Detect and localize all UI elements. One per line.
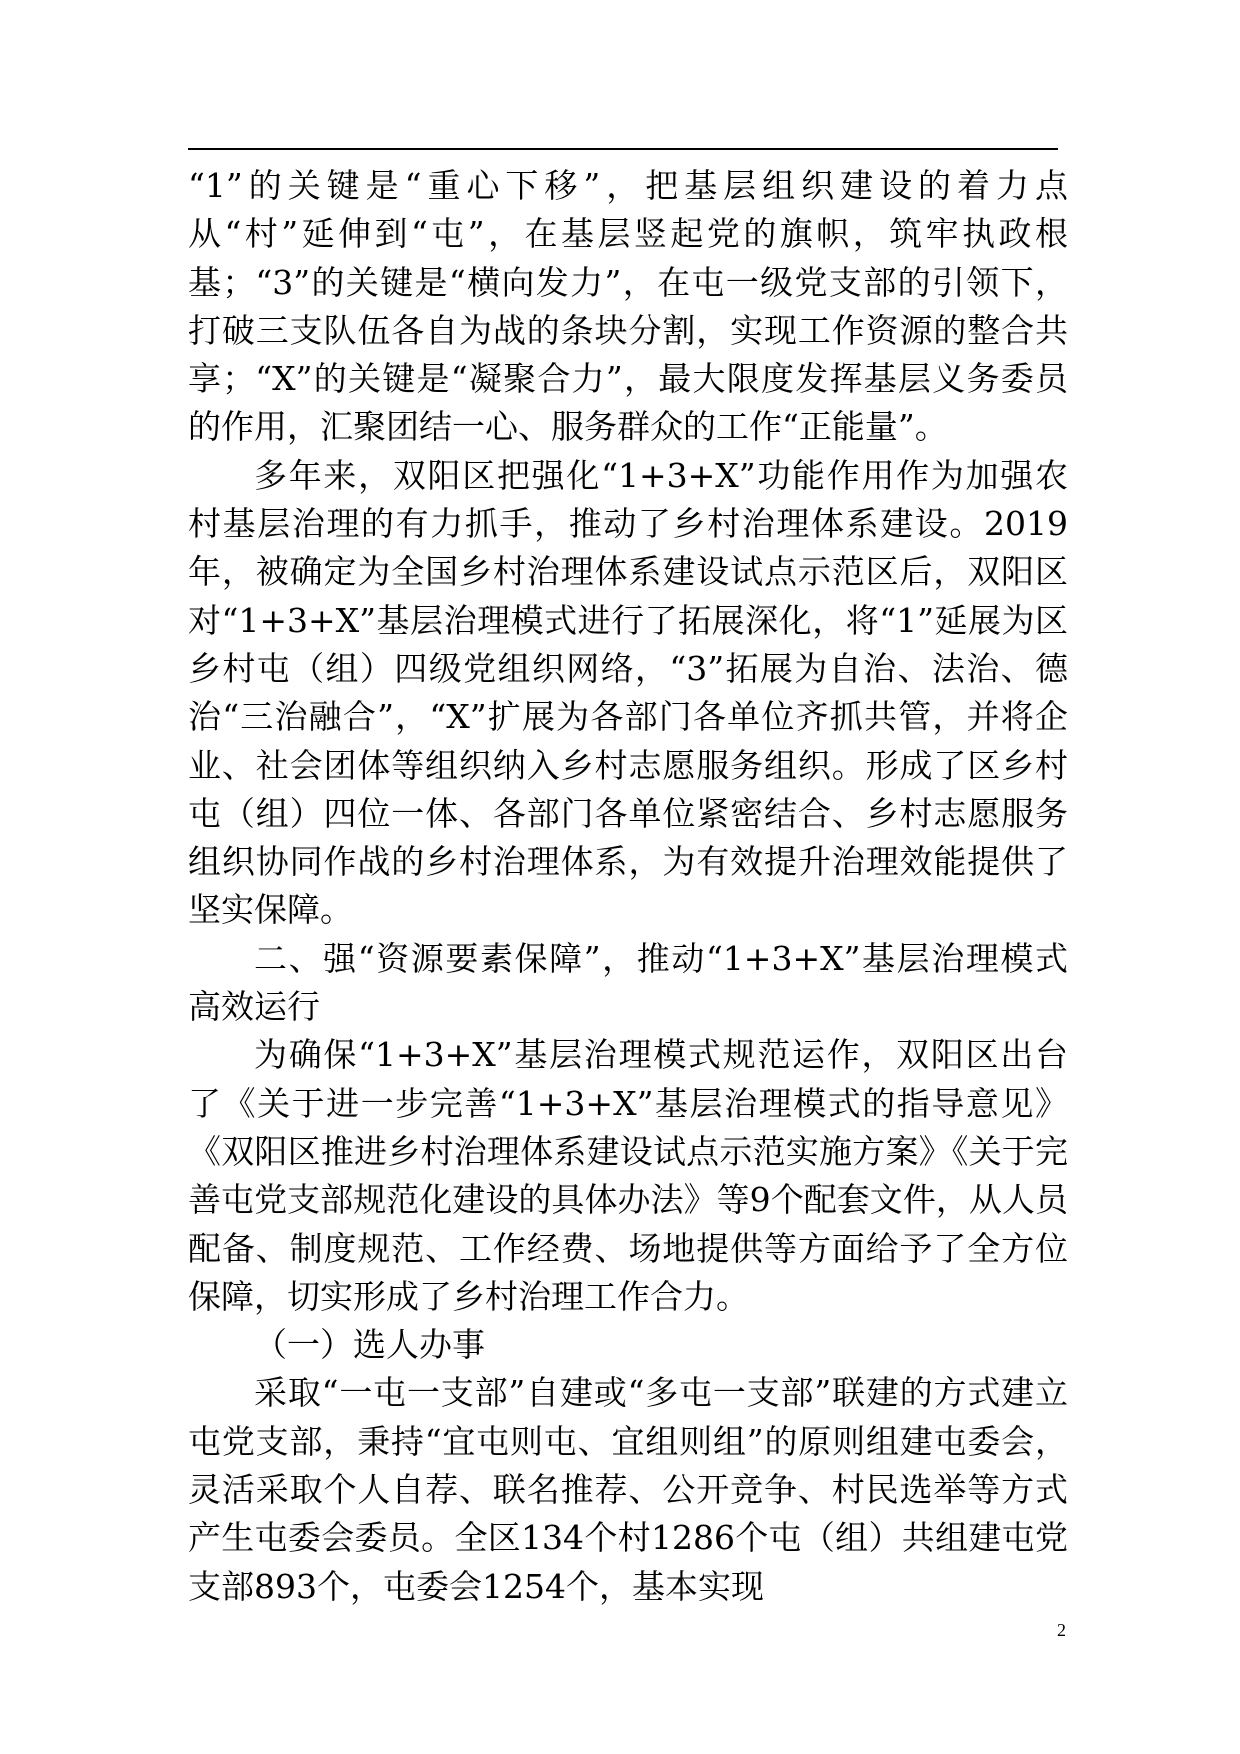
- paragraph-years-of-practice: 多年来，双阳区把强化“1+3+X”功能作用作为加强农村基层治理的有力抓手，推动了乡村治理体系建设。2019年，被确定为全国乡村治理体系建设试点示范区后，双阳区对“1+3+X”基层治理模式进行了拓展深化，将“1”延展为区乡村屯（组）四级党组织网络，“3”拓展为自治、法治、德治“三治融合”，“X”扩展为各部门各单位齐抓共管，并将企业、社会团体等组织纳入乡村志愿服务组织。形成了区乡村屯（组）四位一体、各部门各单位紧密结合、乡村志愿服务组织协同作战的乡村治理体系，为有效提升治理效能提供了坚实保障。: [188, 455, 1068, 930]
- paragraph-keys-explanation: “1”的关键是“重心下移”，把基层组织建设的着力点从“村”延伸到“屯”，在基层竖起党的旗帜，筑牢执政根基；“3”的关键是“横向发力”，在屯一级党支部的引领下，打破三支队伍各自为战的条块分割，实现工作资源的整合共享；“X”的关键是“凝聚合力”，最大限度发挥基层义务委员的作用，汇聚团结一心、服务群众的工作“正能量”。: [188, 166, 1068, 447]
- subsection-heading-one: （一）选人办事: [254, 1325, 485, 1365]
- body-text: [188, 162, 1068, 1611]
- paragraph-policy-documents: 为确保“1+3+X”基层治理模式规范运作，双阳区出台了《关于进一步完善“1+3+X”基层治理模式的指导意见》《双阳区推进乡村治理体系建设试点示范实施方案》《关于完善屯党支部规范化建设的具体办法》等9个配套文件，从人员配备、制度规范、工作经费、场地提供等方面给予了全方位保障，切实形成了乡村治理工作合力。: [188, 1035, 1068, 1316]
- paragraph-branch-establishment: 采取“一屯一支部”自建或“多屯一支部”联建的方式建立屯党支部，秉持“宜屯则屯、宜组则组”的原则组建屯委会，灵活采取个人自荐、联名推荐、公开竞争、村民选举等方式产生屯委会委员。全区134个村1286个屯（组）共组建屯党支部893个，屯委会1254个，基本实现: [188, 1373, 1068, 1606]
- header-rule: [188, 148, 1058, 150]
- section-heading-two: 二、强“资源要素保障”，推动“1+3+X”基层治理模式高效运行: [188, 938, 1068, 1027]
- page-number: 2: [1057, 1620, 1066, 1640]
